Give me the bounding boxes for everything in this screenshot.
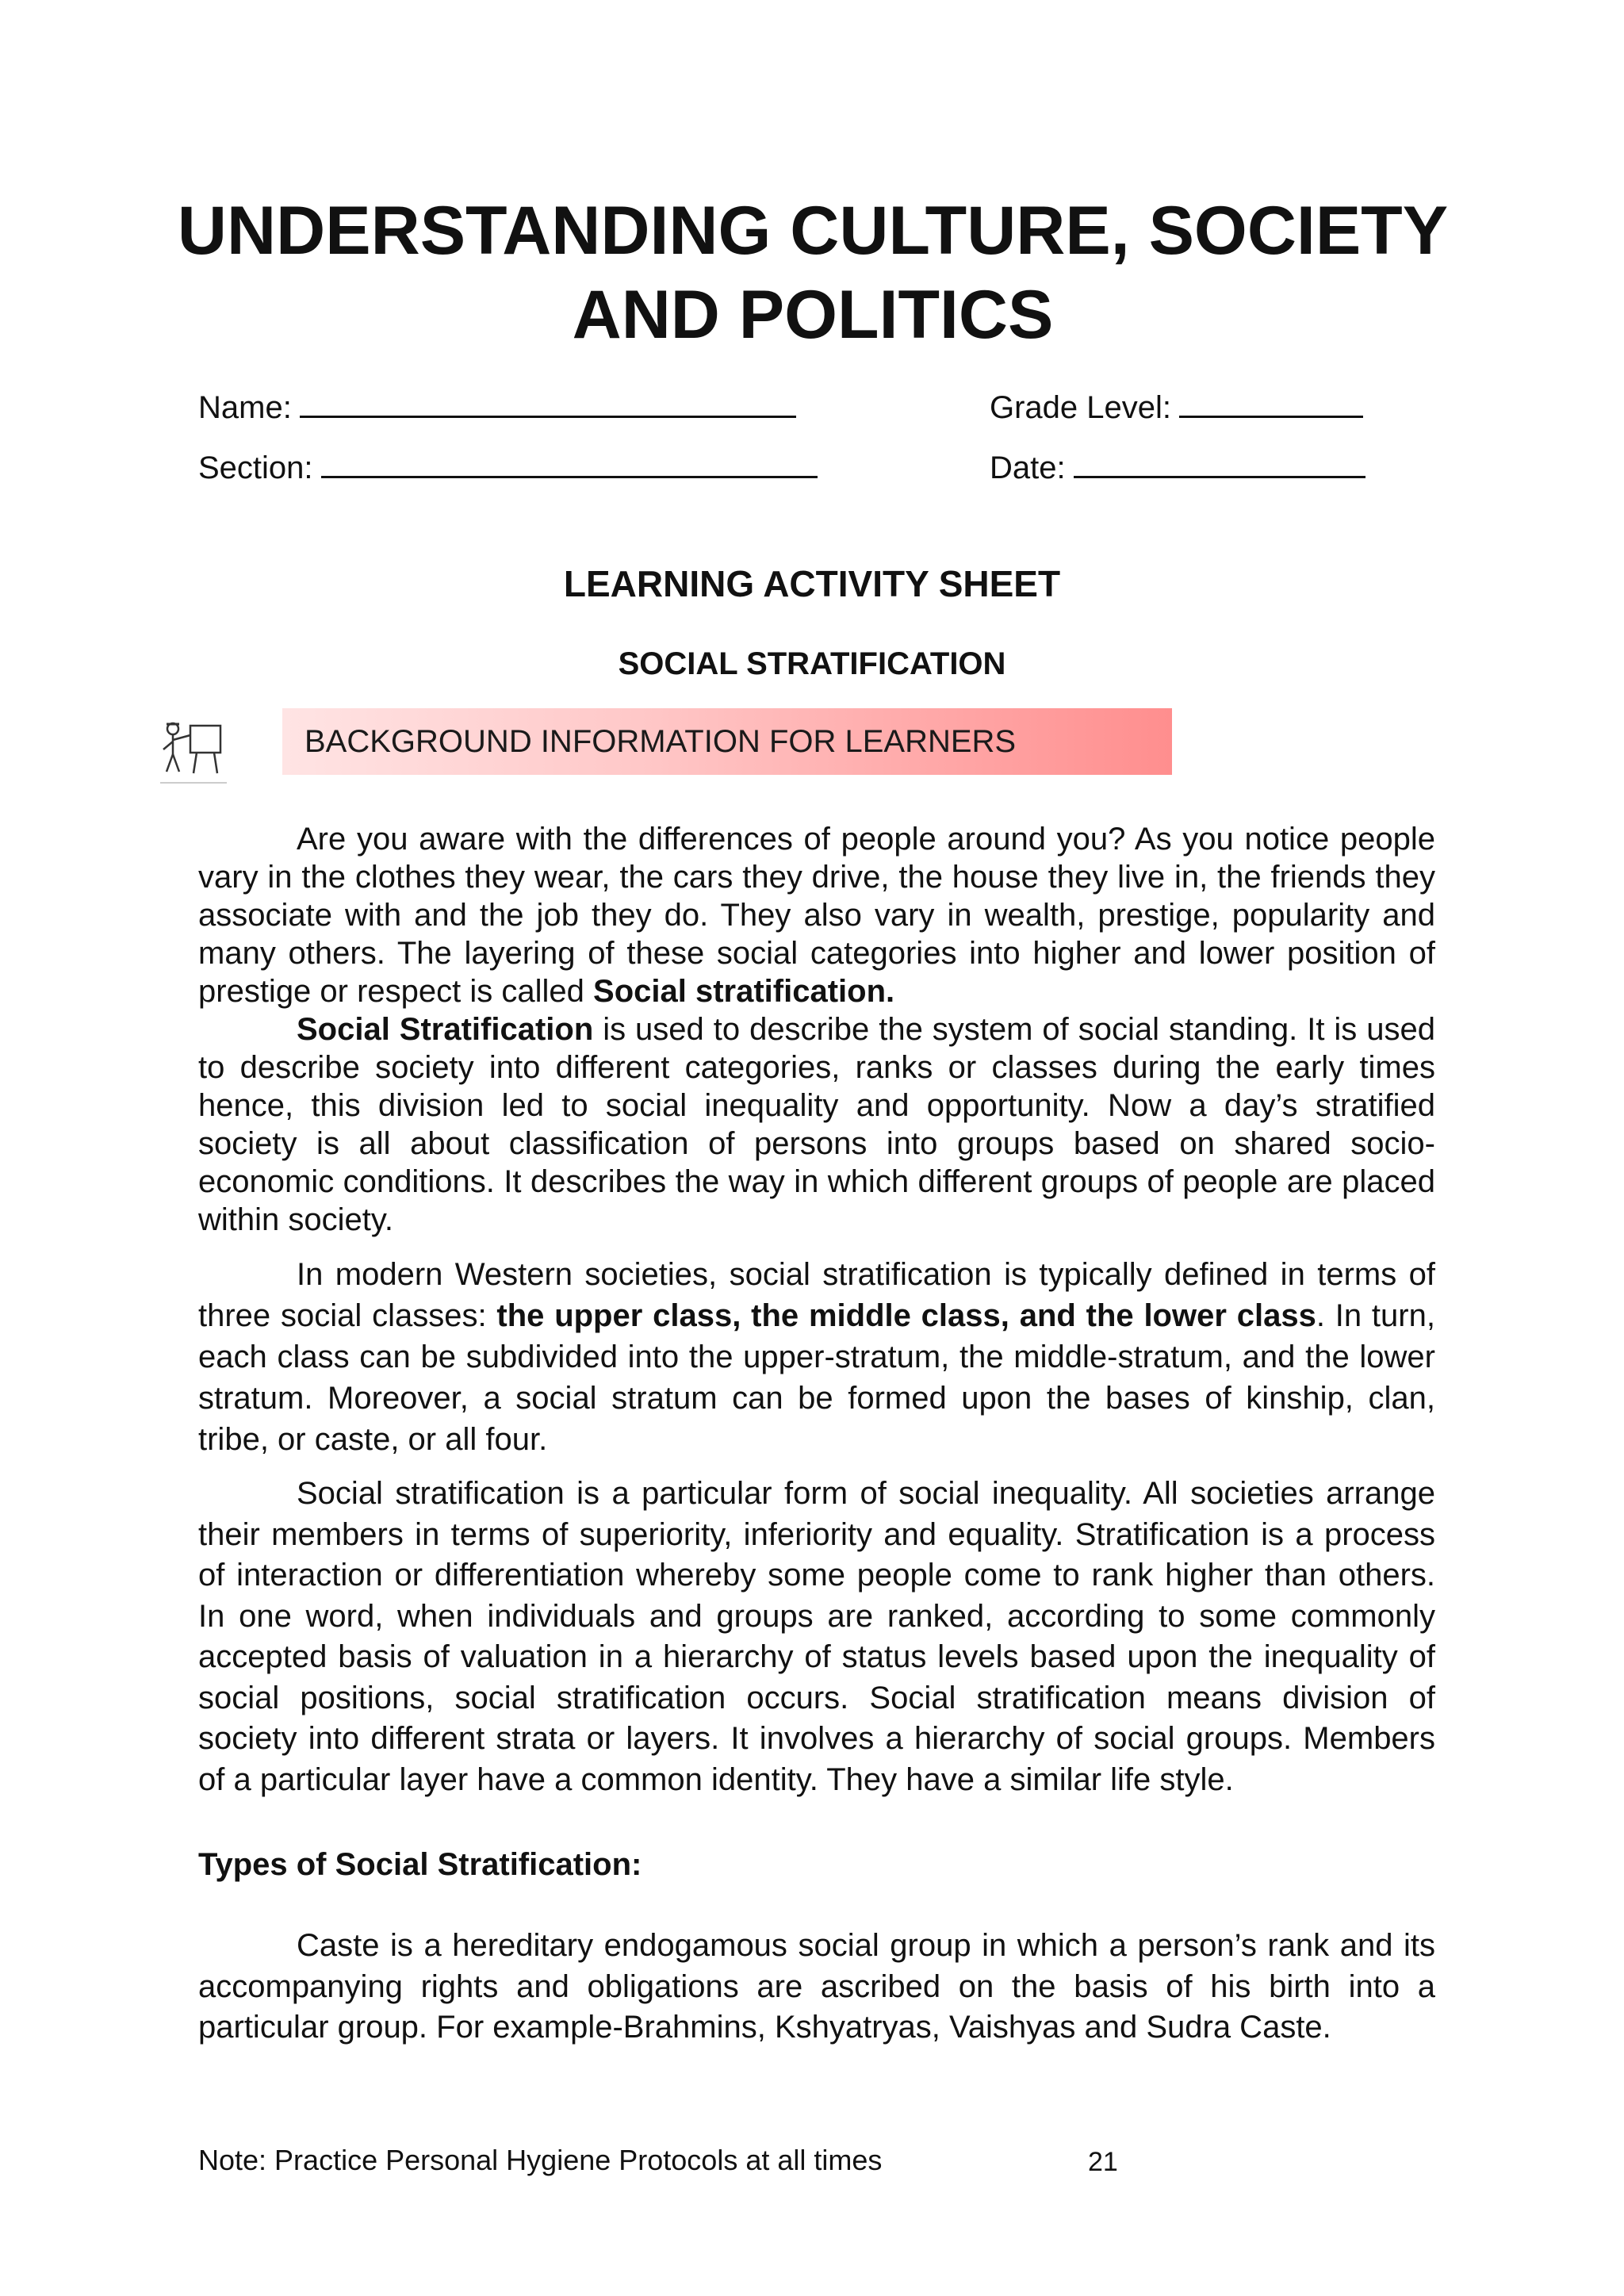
paragraph-intro bbox=[198, 820, 1435, 1239]
document-title bbox=[159, 189, 1467, 357]
paragraph-definition bbox=[198, 1010, 1435, 1239]
paragraph-awareness bbox=[198, 820, 1435, 1010]
paragraph-classes bbox=[198, 1254, 1435, 1460]
grade-level-blank-line bbox=[1179, 385, 1363, 418]
page-number: 21 bbox=[1088, 2147, 1118, 2177]
date-label: Date: bbox=[990, 450, 1066, 485]
title-line-2: AND POLITICS bbox=[572, 277, 1054, 353]
grade-level-label: Grade Level: bbox=[990, 390, 1172, 425]
name-blank-line bbox=[300, 385, 796, 418]
paragraph-western-societies bbox=[198, 1254, 1435, 1460]
term-social-stratification: Social stratification. bbox=[593, 974, 895, 1009]
section-blank-line bbox=[321, 446, 818, 478]
footer-note: Note: Practice Personal Hygiene Protocols at all times bbox=[198, 2144, 883, 2176]
term-three-classes: the upper class, the middle class, and the lower class bbox=[496, 1298, 1316, 1333]
paragraph-caste bbox=[198, 1926, 1435, 2049]
types-heading: Types of Social Stratification: bbox=[198, 1847, 642, 1882]
sheet-heading: LEARNING ACTIVITY SHEET bbox=[563, 563, 1061, 604]
sheet-subheading: SOCIAL STRATIFICATION bbox=[618, 646, 1006, 681]
teacher-at-board-icon bbox=[155, 718, 232, 789]
date-field bbox=[990, 446, 1365, 487]
title-line-1: UNDERSTANDING CULTURE, SOCIETY bbox=[177, 193, 1449, 269]
banner-label: BACKGROUND INFORMATION FOR LEARNERS bbox=[304, 723, 1017, 759]
grade-level-field bbox=[990, 385, 1363, 427]
name-field bbox=[198, 385, 796, 427]
paragraph-classes-text-b: . In turn, each class can be subdivided into the upper-stratum, the middle-stratum, and the lower stratum. Moreover, a social stratum can be formed upon the bases of kinship, clan, tribe, or caste, or all four. bbox=[198, 1298, 1435, 1457]
paragraph-classes-text-a: In modern Western societies, social stratification is typically defined in terms of three social classes: bbox=[198, 1257, 1435, 1333]
paragraph-caste-text: Caste is a hereditary endogamous social group in which a person’s rank and its accompanying rights and obligations are ascribed on the basis of his birth into a particular group. For example-Brahmins, Kshyatryas, Vaishyas and Sudra Caste. bbox=[198, 1928, 1435, 2045]
paragraph-awareness-text: Are you aware with the differences of people around you? As you notice people vary in the clothes they wear, the cars they drive, the house they live in, the friends they associate with and the job they do. They also vary in wealth, prestige, popularity and many others. The layering of these social categories into higher and lower position of prestige or respect is called bbox=[198, 822, 1435, 1009]
term-social-stratification-bold: Social Stratification bbox=[297, 1012, 594, 1047]
name-label: Name: bbox=[198, 390, 292, 425]
paragraph-inequality bbox=[198, 1474, 1435, 1800]
section-label: Section: bbox=[198, 450, 313, 485]
background-info-banner bbox=[282, 708, 1172, 775]
section-field bbox=[198, 446, 818, 487]
date-blank-line bbox=[1074, 446, 1365, 478]
paragraph-definition-text: is used to describe the system of social standing. It is used to describe society into different categories, ranks or classes during the early times hence, this division led to social inequality and opportunity. Now a day’s stratified society is all about classification of persons into groups based on shared socio-economic conditions. It describes the way in which different groups of people are placed within society. bbox=[198, 1012, 1436, 1237]
paragraph-inequality-text: Social stratification is a particular form of social inequality. All societies arrange their members in terms of superiority, inferiority and equality. Stratification is a process of interaction or differentiation whereby some people come to rank higher than others. In one word, when individuals and groups are ranked, according to some commonly accepted basis of valuation in a hierarchy of status levels based upon the inequality of social positions, social stratification occurs. Social stratification means division of society into different strata or layers. It involves a hierarchy of social groups. Members of a particular layer have a common identity. They have a similar life style. bbox=[198, 1476, 1435, 1797]
